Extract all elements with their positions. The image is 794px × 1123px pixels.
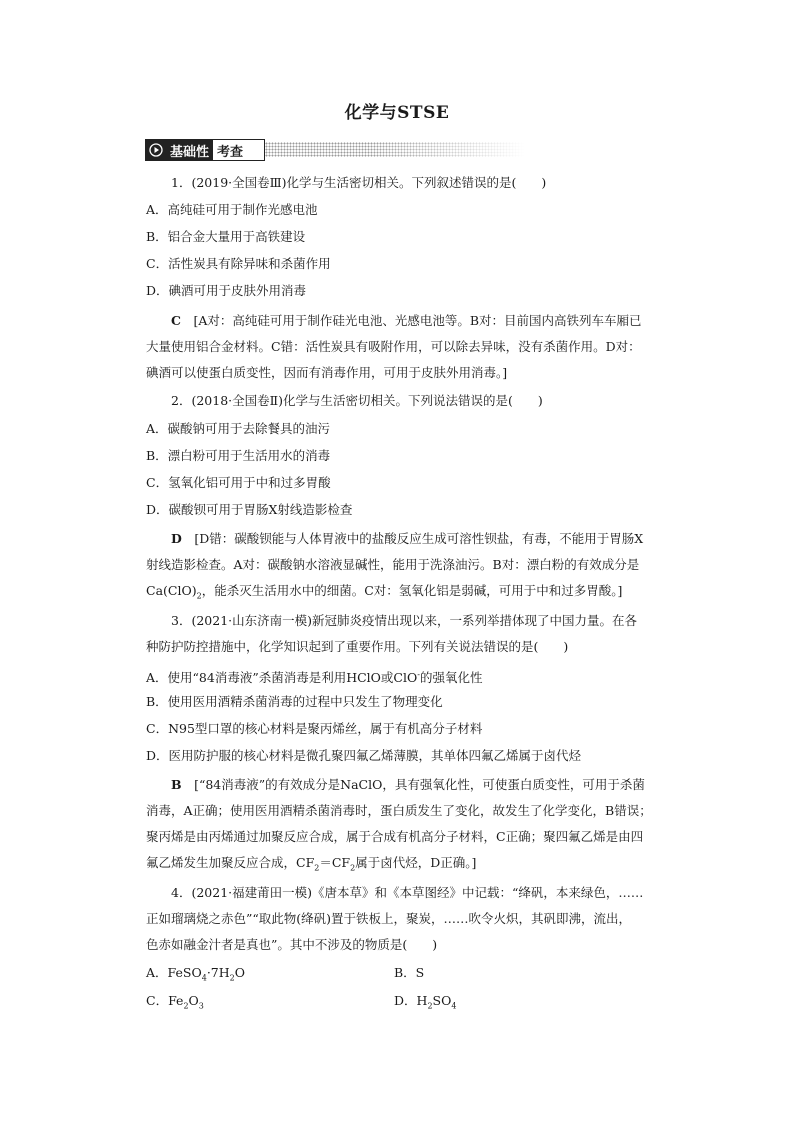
q2-stem: 2．(2018·全国卷Ⅱ)化学与生活密切相关。下列说法错误的是( ) [171,393,543,408]
q1-explanation-line: 碘酒可以使蛋白质变性，因而有消毒作用，可用于皮肤外用消毒。] [146,365,508,380]
q2-option-b: B．漂白粉可用于生活用水的消毒 [146,448,331,463]
q2-option-c: C．氢氧化铝可用于中和过多胃酸 [146,475,331,490]
q1-option-a: A．高纯硅可用于制作光感电池 [146,202,318,217]
q2-explanation-line: 射线造影检查。A对：碳酸钠水溶液显碱性，能用于洗涤油污。B对：漂白粉的有效成分是 [146,557,640,572]
q4-option-b: B．S [394,965,425,980]
q3-option-c: C．N95型口罩的核心材料是聚丙烯丝，属于有机高分子材料 [146,721,483,736]
q3-stem: 3．(2021·山东济南一模)新冠肺炎疫情出现以来，一系列举措体现了中国力量。在各 [171,613,637,628]
section-badge [145,139,655,161]
q2-explanation-line: $Ca(ClO)_2$，能杀灭生活用水中的细菌。C对：氢氧化铝是弱碱，可用于中和过多胃酸。] [146,583,623,601]
q4-option-c: C．$Fe_2O_3$ [146,993,204,1011]
q1-option-b: B．铝合金大量用于高铁建设 [146,229,306,244]
q2-option-d: D．碳酸钡可用于胃肠X射线造影检查 [146,502,353,517]
q2-explanation-line: D [D错：碳酸钡能与人体胃液中的盐酸反应生成可溶性钡盐，有毒，不能用于胃肠X [171,531,644,546]
section-badge-label: 基础性 [166,140,213,160]
q4-option-d: D．$H_2SO_4$ [394,993,457,1011]
q1-stem: 1．(2019·全国卷Ⅲ)化学与生活密切相关。下列叙述错误的是( ) [171,175,547,190]
q1-explanation-line: 大量使用铝合金材料。C错：活性炭具有吸附作用，可以除去异味，没有杀菌作用。D对： [146,339,641,354]
q1-option-c: C．活性炭具有除异味和杀菌作用 [146,256,331,271]
q2-option-a: A．碳酸钠可用于去除餐具的油污 [146,421,331,436]
q3-explanation-line: B [“84消毒液”的有效成分是NaClO，具有强氧化性，可使蛋白质变性，可用于杀菌 [171,777,645,792]
q2-answer: D [171,531,182,546]
q3-option-b: B．使用医用酒精杀菌消毒的过程中只发生了物理变化 [146,694,443,709]
q3-explanation-line: 聚丙烯是由丙烯通过加聚反应合成，属于合成有机高分子材料，C正确；聚四氟乙烯是由四 [146,829,644,844]
q4-stem: 正如瑠璃烧之赤色”“取此物(绛矾)置于铁板上，聚炭，……吹令火炽，其矾即沸，流出， [146,911,632,926]
section-badge-label-secondary: 考查 [217,144,244,160]
q4-stem: 4．(2021·福建莆田一模)《唐本草》和《本草图经》中记载：“绛矾，本来绿色，…… [171,885,644,900]
dotted-decoration [265,142,525,157]
q3-explanation-line: 消毒，A正确；使用医用酒精杀菌消毒时，蛋白质发生了变化，故发生了化学变化，B错误； [146,803,652,818]
page-title: 化学与STSE [344,103,450,123]
q1-answer: C [171,313,181,328]
q1-option-d: D．碘酒可用于皮肤外用消毒 [146,283,307,298]
q4-stem: 色赤如融金汁者是真也”。其中不涉及的物质是( ) [146,937,438,952]
q3-explanation-line: 氟乙烯发生加聚反应合成，$CF_2=CF_2$属于卤代烃，D正确。] [146,855,477,873]
q1-explanation-line: C [A对：高纯硅可用于制作硅光电池、光感电池等。B对：目前国内高铁列车车厢已 [171,313,642,328]
q3-answer: B [171,777,182,792]
play-icon [146,140,166,160]
q4-option-a: A．$FeSO_4\cdot 7H_2O$ [146,965,245,983]
section-badge-box [145,139,265,161]
q3-stem: 种防护防控措施中，化学知识起到了重要作用。下列有关说法错误的是( ) [146,639,569,654]
q3-option-d: D．医用防护服的核心材料是微孔聚四氟乙烯薄膜，其单体四氟乙烯属于卤代烃 [146,748,582,763]
q3-option-a: A．使用“84消毒液”杀菌消毒是利用HClO或ClO-的强氧化性 [146,670,483,686]
